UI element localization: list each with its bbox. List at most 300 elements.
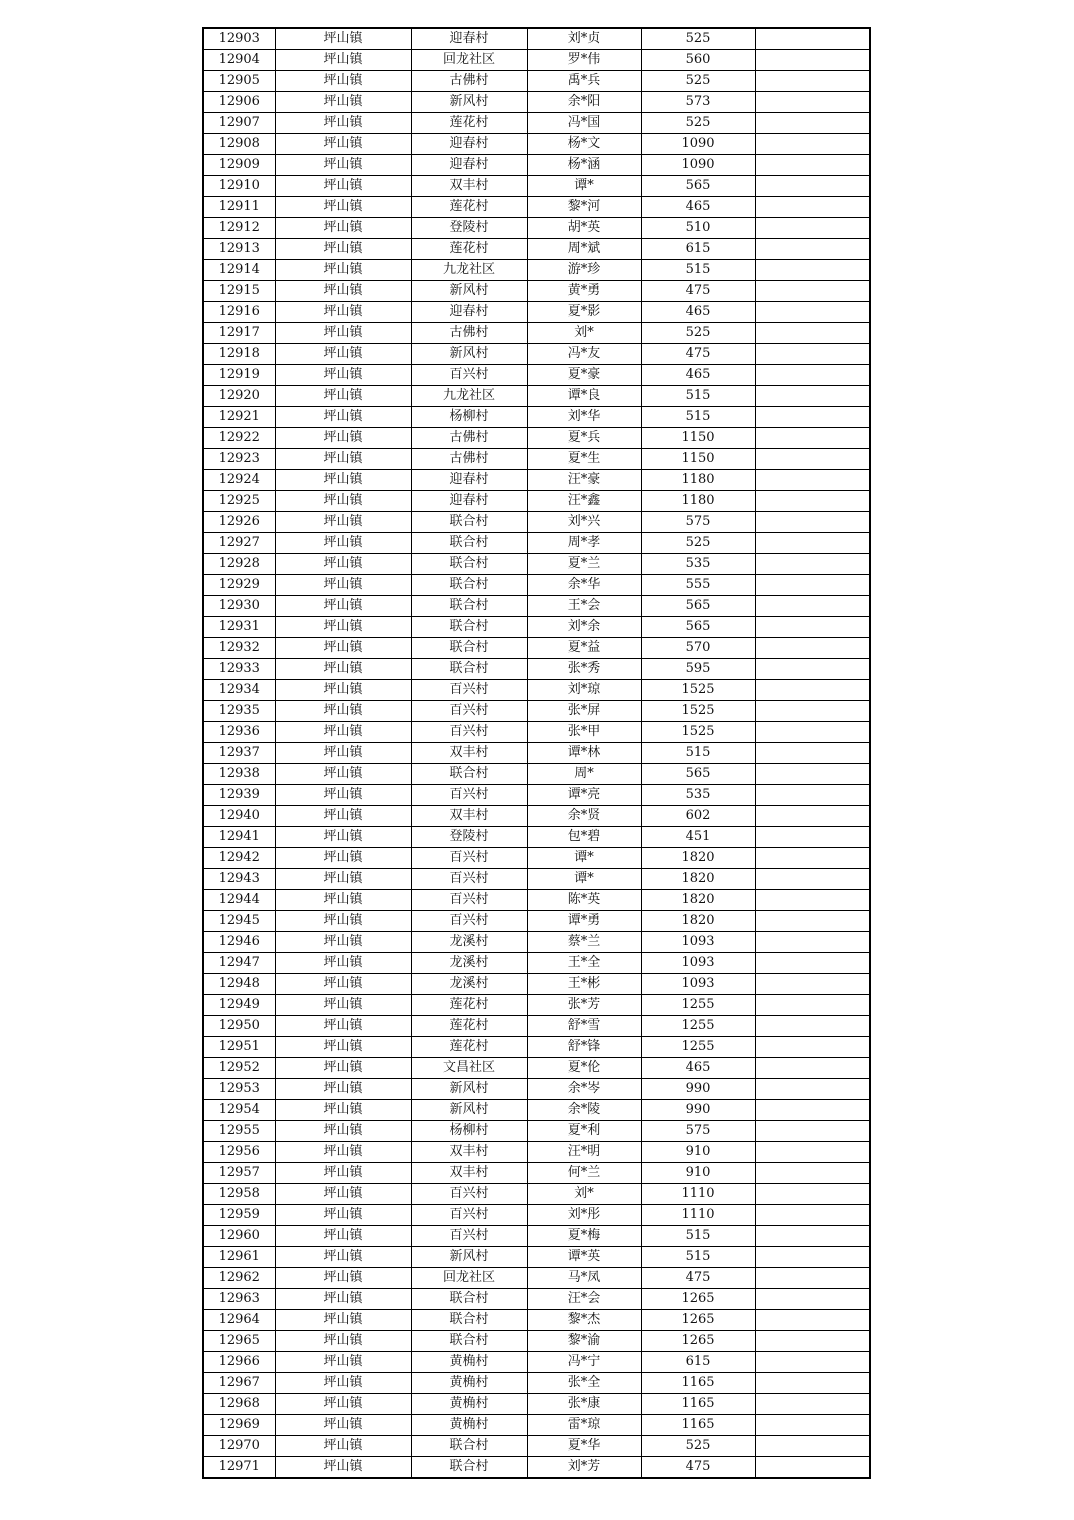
village-cell: 莲花村 — [411, 1016, 527, 1037]
town-cell: 坪山镇 — [275, 1100, 411, 1121]
name-cell: 余*华 — [527, 575, 641, 596]
name-cell: 余*岑 — [527, 1079, 641, 1100]
amount-cell: 1255 — [641, 1037, 755, 1058]
table-row — [203, 197, 870, 218]
remark-cell — [755, 1100, 870, 1121]
row-number-cell: 12937 — [203, 743, 275, 764]
name-cell: 刘*余 — [527, 617, 641, 638]
row-number-cell: 12925 — [203, 491, 275, 512]
row-number-cell: 12961 — [203, 1247, 275, 1268]
name-cell: 刘*芳 — [527, 1457, 641, 1479]
remark-cell — [755, 575, 870, 596]
row-number-cell: 12964 — [203, 1310, 275, 1331]
row-number-cell: 12919 — [203, 365, 275, 386]
remark-cell — [755, 1142, 870, 1163]
remark-cell — [755, 1394, 870, 1415]
table-row — [203, 890, 870, 911]
remark-cell — [755, 92, 870, 113]
table-row — [203, 71, 870, 92]
town-cell: 坪山镇 — [275, 71, 411, 92]
remark-cell — [755, 911, 870, 932]
row-number-cell: 12909 — [203, 155, 275, 176]
town-cell: 坪山镇 — [275, 491, 411, 512]
table-row — [203, 1289, 870, 1310]
name-cell: 胡*英 — [527, 218, 641, 239]
amount-cell: 1090 — [641, 155, 755, 176]
row-number-cell: 12933 — [203, 659, 275, 680]
row-number-cell: 12911 — [203, 197, 275, 218]
remark-cell — [755, 596, 870, 617]
table-row — [203, 1394, 870, 1415]
table-row — [203, 722, 870, 743]
row-number-cell: 12915 — [203, 281, 275, 302]
village-cell: 九龙社区 — [411, 386, 527, 407]
name-cell: 张*甲 — [527, 722, 641, 743]
amount-cell: 525 — [641, 71, 755, 92]
name-cell: 张*康 — [527, 1394, 641, 1415]
table-row — [203, 239, 870, 260]
town-cell: 坪山镇 — [275, 1058, 411, 1079]
amount-cell: 565 — [641, 617, 755, 638]
village-cell: 新风村 — [411, 344, 527, 365]
town-cell: 坪山镇 — [275, 764, 411, 785]
remark-cell — [755, 113, 870, 134]
name-cell: 夏*豪 — [527, 365, 641, 386]
town-cell: 坪山镇 — [275, 722, 411, 743]
name-cell: 刘*华 — [527, 407, 641, 428]
village-cell: 新风村 — [411, 1247, 527, 1268]
row-number-cell: 12924 — [203, 470, 275, 491]
table-row — [203, 323, 870, 344]
remark-cell — [755, 1310, 870, 1331]
table-row — [203, 974, 870, 995]
amount-cell: 565 — [641, 764, 755, 785]
village-cell: 联合村 — [411, 1457, 527, 1479]
table-row — [203, 302, 870, 323]
table-row — [203, 764, 870, 785]
remark-cell — [755, 470, 870, 491]
name-cell: 刘*贞 — [527, 28, 641, 50]
row-number-cell: 12951 — [203, 1037, 275, 1058]
village-cell: 九龙社区 — [411, 260, 527, 281]
amount-cell: 535 — [641, 554, 755, 575]
remark-cell — [755, 71, 870, 92]
amount-cell: 1150 — [641, 449, 755, 470]
remark-cell — [755, 932, 870, 953]
table-row — [203, 50, 870, 71]
village-cell: 百兴村 — [411, 848, 527, 869]
table-row — [203, 1226, 870, 1247]
village-cell: 龙溪村 — [411, 974, 527, 995]
town-cell: 坪山镇 — [275, 1289, 411, 1310]
village-cell: 百兴村 — [411, 1184, 527, 1205]
table-row — [203, 869, 870, 890]
amount-cell: 575 — [641, 512, 755, 533]
town-cell: 坪山镇 — [275, 995, 411, 1016]
village-cell: 联合村 — [411, 554, 527, 575]
table-row — [203, 806, 870, 827]
village-cell: 联合村 — [411, 1436, 527, 1457]
name-cell: 冯*国 — [527, 113, 641, 134]
name-cell: 夏*利 — [527, 1121, 641, 1142]
amount-cell: 525 — [641, 533, 755, 554]
remark-cell — [755, 386, 870, 407]
town-cell: 坪山镇 — [275, 92, 411, 113]
row-number-cell: 12948 — [203, 974, 275, 995]
row-number-cell: 12956 — [203, 1142, 275, 1163]
village-cell: 联合村 — [411, 617, 527, 638]
row-number-cell: 12910 — [203, 176, 275, 197]
town-cell: 坪山镇 — [275, 1142, 411, 1163]
table-row — [203, 1247, 870, 1268]
row-number-cell: 12903 — [203, 28, 275, 50]
village-cell: 百兴村 — [411, 1205, 527, 1226]
name-cell: 张*秀 — [527, 659, 641, 680]
remark-cell — [755, 1226, 870, 1247]
remark-cell — [755, 533, 870, 554]
remark-cell — [755, 764, 870, 785]
village-cell: 莲花村 — [411, 197, 527, 218]
town-cell: 坪山镇 — [275, 701, 411, 722]
name-cell: 夏*益 — [527, 638, 641, 659]
name-cell: 谭*良 — [527, 386, 641, 407]
amount-cell: 1165 — [641, 1394, 755, 1415]
village-cell: 迎春村 — [411, 134, 527, 155]
name-cell: 黎*河 — [527, 197, 641, 218]
amount-cell: 910 — [641, 1163, 755, 1184]
remark-cell — [755, 806, 870, 827]
remark-cell — [755, 638, 870, 659]
table-row — [203, 848, 870, 869]
town-cell: 坪山镇 — [275, 1205, 411, 1226]
village-cell: 登陵村 — [411, 827, 527, 848]
table-row — [203, 575, 870, 596]
remark-cell — [755, 365, 870, 386]
remark-cell — [755, 323, 870, 344]
town-cell: 坪山镇 — [275, 533, 411, 554]
remark-cell — [755, 1373, 870, 1394]
amount-cell: 510 — [641, 218, 755, 239]
remark-cell — [755, 680, 870, 701]
village-cell: 莲花村 — [411, 995, 527, 1016]
name-cell: 周* — [527, 764, 641, 785]
row-number-cell: 12908 — [203, 134, 275, 155]
village-cell: 百兴村 — [411, 365, 527, 386]
amount-cell: 1265 — [641, 1310, 755, 1331]
town-cell: 坪山镇 — [275, 197, 411, 218]
row-number-cell: 12945 — [203, 911, 275, 932]
village-cell: 新风村 — [411, 1100, 527, 1121]
town-cell: 坪山镇 — [275, 386, 411, 407]
table-row — [203, 176, 870, 197]
remark-cell — [755, 1268, 870, 1289]
amount-cell: 1093 — [641, 974, 755, 995]
name-cell: 夏*兰 — [527, 554, 641, 575]
name-cell: 汪*会 — [527, 1289, 641, 1310]
row-number-cell: 12946 — [203, 932, 275, 953]
remark-cell — [755, 239, 870, 260]
amount-cell: 515 — [641, 386, 755, 407]
name-cell: 黄*勇 — [527, 281, 641, 302]
amount-cell: 1180 — [641, 491, 755, 512]
town-cell: 坪山镇 — [275, 428, 411, 449]
town-cell: 坪山镇 — [275, 869, 411, 890]
name-cell: 汪*明 — [527, 1142, 641, 1163]
town-cell: 坪山镇 — [275, 554, 411, 575]
village-cell: 联合村 — [411, 575, 527, 596]
name-cell: 周*孝 — [527, 533, 641, 554]
table-row — [203, 407, 870, 428]
name-cell: 王*彬 — [527, 974, 641, 995]
name-cell: 余*陵 — [527, 1100, 641, 1121]
table-row — [203, 1184, 870, 1205]
table-row — [203, 512, 870, 533]
amount-cell: 1820 — [641, 869, 755, 890]
amount-cell: 525 — [641, 113, 755, 134]
village-cell: 登陵村 — [411, 218, 527, 239]
table-row — [203, 470, 870, 491]
row-number-cell: 12926 — [203, 512, 275, 533]
amount-cell: 465 — [641, 365, 755, 386]
remark-cell — [755, 176, 870, 197]
table-row — [203, 701, 870, 722]
amount-cell: 575 — [641, 1121, 755, 1142]
village-cell: 黄桷村 — [411, 1373, 527, 1394]
name-cell: 刘*兴 — [527, 512, 641, 533]
remark-cell — [755, 743, 870, 764]
table-row — [203, 995, 870, 1016]
village-cell: 杨柳村 — [411, 1121, 527, 1142]
amount-cell: 1265 — [641, 1331, 755, 1352]
amount-cell: 1820 — [641, 848, 755, 869]
town-cell: 坪山镇 — [275, 848, 411, 869]
town-cell: 坪山镇 — [275, 470, 411, 491]
town-cell: 坪山镇 — [275, 28, 411, 50]
remark-cell — [755, 1184, 870, 1205]
row-number-cell: 12927 — [203, 533, 275, 554]
town-cell: 坪山镇 — [275, 260, 411, 281]
town-cell: 坪山镇 — [275, 1037, 411, 1058]
row-number-cell: 12935 — [203, 701, 275, 722]
amount-cell: 555 — [641, 575, 755, 596]
amount-cell: 1165 — [641, 1373, 755, 1394]
table-row — [203, 1415, 870, 1436]
town-cell: 坪山镇 — [275, 1373, 411, 1394]
row-number-cell: 12965 — [203, 1331, 275, 1352]
village-cell: 迎春村 — [411, 155, 527, 176]
amount-cell: 525 — [641, 28, 755, 50]
village-cell: 联合村 — [411, 764, 527, 785]
remark-cell — [755, 155, 870, 176]
town-cell: 坪山镇 — [275, 1331, 411, 1352]
town-cell: 坪山镇 — [275, 911, 411, 932]
row-number-cell: 12966 — [203, 1352, 275, 1373]
name-cell: 杨*涵 — [527, 155, 641, 176]
name-cell: 王*全 — [527, 953, 641, 974]
row-number-cell: 12921 — [203, 407, 275, 428]
table-row — [203, 1037, 870, 1058]
village-cell: 百兴村 — [411, 722, 527, 743]
amount-cell: 515 — [641, 1226, 755, 1247]
town-cell: 坪山镇 — [275, 1415, 411, 1436]
village-cell: 迎春村 — [411, 491, 527, 512]
village-cell: 回龙社区 — [411, 50, 527, 71]
amount-cell: 515 — [641, 260, 755, 281]
name-cell: 谭* — [527, 869, 641, 890]
amount-cell: 515 — [641, 743, 755, 764]
town-cell: 坪山镇 — [275, 1121, 411, 1142]
table-row — [203, 596, 870, 617]
town-cell: 坪山镇 — [275, 890, 411, 911]
remark-cell — [755, 1163, 870, 1184]
row-number-cell: 12940 — [203, 806, 275, 827]
remark-cell — [755, 28, 870, 50]
name-cell: 谭*亮 — [527, 785, 641, 806]
remark-cell — [755, 344, 870, 365]
remark-cell — [755, 1058, 870, 1079]
row-number-cell: 12955 — [203, 1121, 275, 1142]
row-number-cell: 12938 — [203, 764, 275, 785]
name-cell: 舒*雪 — [527, 1016, 641, 1037]
remark-cell — [755, 512, 870, 533]
village-cell: 黄桷村 — [411, 1352, 527, 1373]
village-cell: 新风村 — [411, 281, 527, 302]
row-number-cell: 12914 — [203, 260, 275, 281]
name-cell: 夏*梅 — [527, 1226, 641, 1247]
village-cell: 百兴村 — [411, 911, 527, 932]
row-number-cell: 12958 — [203, 1184, 275, 1205]
row-number-cell: 12970 — [203, 1436, 275, 1457]
table-row — [203, 932, 870, 953]
remark-cell — [755, 701, 870, 722]
row-number-cell: 12928 — [203, 554, 275, 575]
table-row — [203, 113, 870, 134]
village-cell: 莲花村 — [411, 113, 527, 134]
town-cell: 坪山镇 — [275, 974, 411, 995]
table-row — [203, 344, 870, 365]
row-number-cell: 12969 — [203, 1415, 275, 1436]
remark-cell — [755, 260, 870, 281]
row-number-cell: 12962 — [203, 1268, 275, 1289]
name-cell: 舒*锋 — [527, 1037, 641, 1058]
amount-cell: 1525 — [641, 722, 755, 743]
town-cell: 坪山镇 — [275, 1457, 411, 1479]
name-cell: 谭*英 — [527, 1247, 641, 1268]
village-cell: 联合村 — [411, 512, 527, 533]
row-number-cell: 12916 — [203, 302, 275, 323]
town-cell: 坪山镇 — [275, 1184, 411, 1205]
row-number-cell: 12942 — [203, 848, 275, 869]
village-cell: 联合村 — [411, 659, 527, 680]
remark-cell — [755, 827, 870, 848]
remark-cell — [755, 50, 870, 71]
table-row — [203, 428, 870, 449]
town-cell: 坪山镇 — [275, 449, 411, 470]
amount-cell: 615 — [641, 1352, 755, 1373]
table-row — [203, 953, 870, 974]
remark-cell — [755, 134, 870, 155]
name-cell: 何*兰 — [527, 1163, 641, 1184]
name-cell: 张*屏 — [527, 701, 641, 722]
remark-cell — [755, 1205, 870, 1226]
table-row — [203, 1079, 870, 1100]
town-cell: 坪山镇 — [275, 1310, 411, 1331]
remark-cell — [755, 1331, 870, 1352]
table-row — [203, 554, 870, 575]
amount-cell: 1110 — [641, 1205, 755, 1226]
town-cell: 坪山镇 — [275, 1016, 411, 1037]
remark-cell — [755, 890, 870, 911]
row-number-cell: 12905 — [203, 71, 275, 92]
amount-cell: 910 — [641, 1142, 755, 1163]
remark-cell — [755, 218, 870, 239]
remark-cell — [755, 281, 870, 302]
row-number-cell: 12963 — [203, 1289, 275, 1310]
town-cell: 坪山镇 — [275, 596, 411, 617]
name-cell: 夏*兵 — [527, 428, 641, 449]
remark-cell — [755, 197, 870, 218]
amount-cell: 990 — [641, 1100, 755, 1121]
table-row — [203, 1331, 870, 1352]
village-cell: 双丰村 — [411, 1163, 527, 1184]
remark-cell — [755, 974, 870, 995]
name-cell: 包*碧 — [527, 827, 641, 848]
table-row — [203, 1373, 870, 1394]
town-cell: 坪山镇 — [275, 638, 411, 659]
row-number-cell: 12923 — [203, 449, 275, 470]
name-cell: 张*芳 — [527, 995, 641, 1016]
name-cell: 夏*伦 — [527, 1058, 641, 1079]
table-row — [203, 386, 870, 407]
remark-cell — [755, 491, 870, 512]
table-row — [203, 155, 870, 176]
town-cell: 坪山镇 — [275, 1163, 411, 1184]
town-cell: 坪山镇 — [275, 512, 411, 533]
town-cell: 坪山镇 — [275, 50, 411, 71]
table-row — [203, 92, 870, 113]
village-cell: 文昌社区 — [411, 1058, 527, 1079]
row-number-cell: 12906 — [203, 92, 275, 113]
town-cell: 坪山镇 — [275, 953, 411, 974]
table-row — [203, 1352, 870, 1373]
remark-cell — [755, 1352, 870, 1373]
name-cell: 周*斌 — [527, 239, 641, 260]
remark-cell — [755, 1016, 870, 1037]
town-cell: 坪山镇 — [275, 281, 411, 302]
town-cell: 坪山镇 — [275, 365, 411, 386]
village-cell: 百兴村 — [411, 1226, 527, 1247]
table-row — [203, 617, 870, 638]
remark-cell — [755, 407, 870, 428]
table-row — [203, 1436, 870, 1457]
name-cell: 刘*琼 — [527, 680, 641, 701]
town-cell: 坪山镇 — [275, 932, 411, 953]
village-cell: 联合村 — [411, 596, 527, 617]
village-cell: 迎春村 — [411, 28, 527, 50]
table-row — [203, 281, 870, 302]
town-cell: 坪山镇 — [275, 302, 411, 323]
remark-cell — [755, 428, 870, 449]
name-cell: 刘*彤 — [527, 1205, 641, 1226]
amount-cell: 1525 — [641, 701, 755, 722]
remark-cell — [755, 554, 870, 575]
town-cell: 坪山镇 — [275, 827, 411, 848]
amount-cell: 560 — [641, 50, 755, 71]
row-number-cell: 12917 — [203, 323, 275, 344]
town-cell: 坪山镇 — [275, 1268, 411, 1289]
amount-cell: 1255 — [641, 995, 755, 1016]
village-cell: 联合村 — [411, 1289, 527, 1310]
